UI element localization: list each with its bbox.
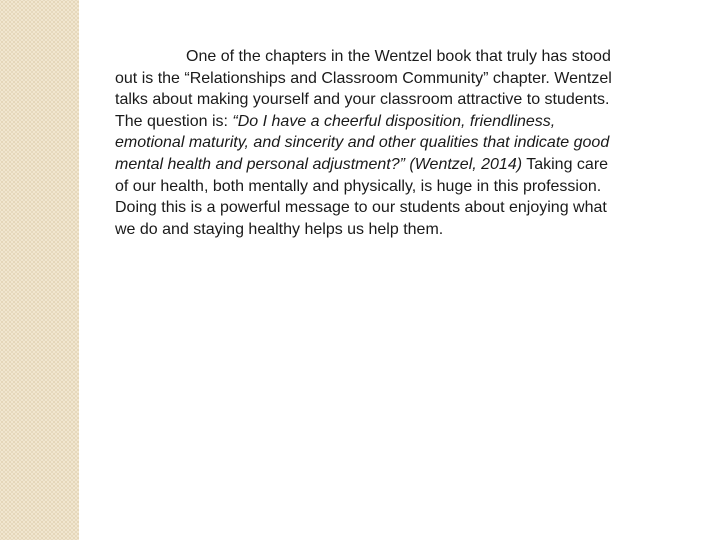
paragraph-line bbox=[115, 89, 690, 111]
quote-citation-text: mental health and personal adjustment?” (Wentzel, 2014) bbox=[115, 155, 523, 173]
line-text: talks about making yourself and your classroom attractive to students. bbox=[115, 91, 610, 109]
line-text: Doing this is a powerful message to our students about enjoying what bbox=[115, 199, 607, 217]
line-text: Taking care bbox=[522, 155, 609, 173]
line-text: we do and staying healthy helps us help them. bbox=[115, 220, 444, 238]
line-text: One of the chapters in the Wentzel book that truly has stood bbox=[186, 48, 611, 65]
decorative-side-band bbox=[0, 0, 79, 540]
line-text: The question is: bbox=[115, 112, 233, 130]
paragraph-line bbox=[115, 219, 690, 241]
paragraph-line bbox=[115, 68, 690, 90]
quote-text: emotional maturity, and sincerity and other qualities that indicate good bbox=[115, 134, 610, 152]
paragraph-line bbox=[115, 46, 690, 68]
body-paragraph bbox=[115, 46, 690, 240]
line-text: out is the “Relationships and Classroom Community” chapter. Wentzel bbox=[115, 69, 612, 87]
line-text: of our health, both mentally and physically, is huge in this profession. bbox=[115, 177, 602, 195]
quote-text: “Do I have a cheerful disposition, friendliness, bbox=[232, 112, 556, 130]
paragraph-line bbox=[115, 176, 690, 198]
paragraph-line bbox=[115, 154, 690, 176]
paragraph-line bbox=[115, 111, 690, 133]
paragraph-line bbox=[115, 197, 690, 219]
paragraph-line bbox=[115, 132, 690, 154]
